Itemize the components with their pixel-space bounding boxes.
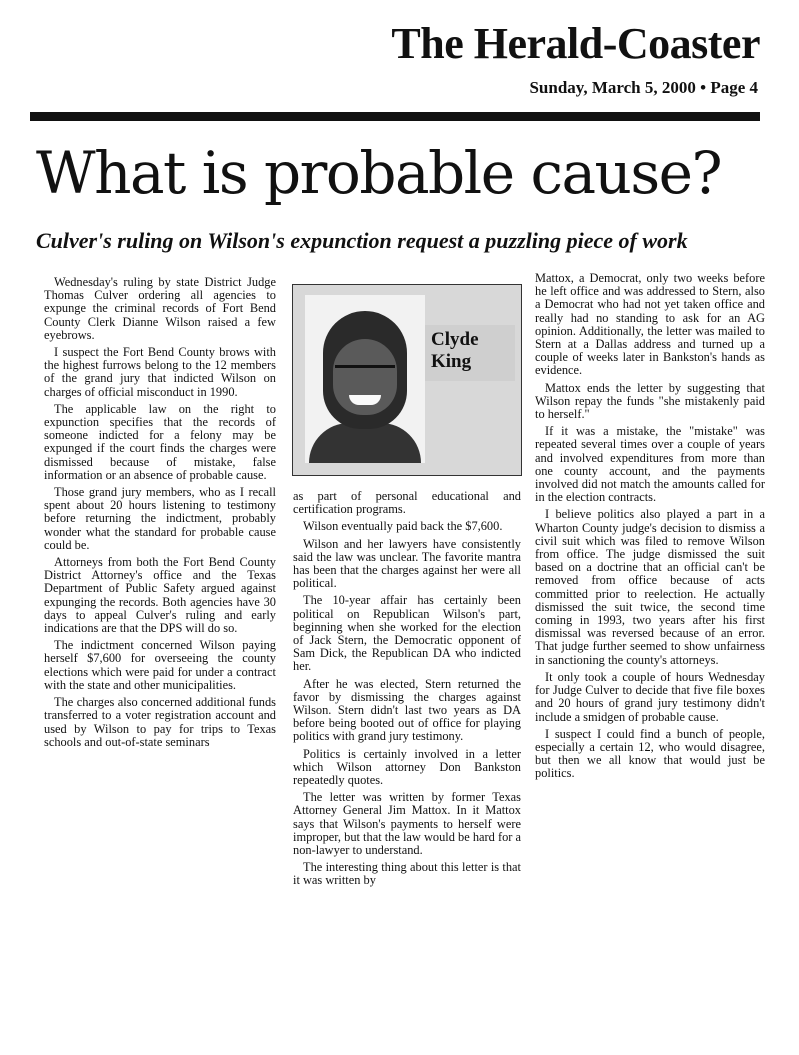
columnist-photo <box>292 284 522 476</box>
paragraph: The applicable law on the right to expunction specifies that the records of someone indicted for a felony may be expunged if the court finds the charges were dismissed because of mistake, false information or an absence of probable cause. <box>44 401 276 482</box>
dateline: Sunday, March 5, 2000 • Page 4 <box>529 78 758 97</box>
article-column-3 <box>535 272 765 785</box>
columnist-name: Clyde King <box>425 325 515 381</box>
paragraph: The charges also concerned additional funds transferred to a voter registration account and used by Wilson to pay for trips to Texas schools and out-of-state seminars <box>44 695 276 749</box>
portrait-smile <box>349 395 381 405</box>
newspaper-masthead: The Herald-Coaster <box>391 19 760 68</box>
paragraph: Wilson eventually paid back the $7,600. <box>303 519 503 534</box>
paragraph: The letter was written by former Texas Attorney General Jim Mattox. In it Mattox says that Wilson's payments to herself were improper, but that the law would be hard for a non-lawyer to understand. <box>293 790 521 858</box>
article-headline: What is probable cause? <box>36 139 722 207</box>
paragraph: The interesting thing about this letter is that it was written by <box>293 860 521 888</box>
paragraph: Attorneys from both the Fort Bend County District Attorney's office and the Texas Department of Public Safety argued against expunging the records. Both agencies have 30 days to appeal Culver's ruling and early indications are that the DPS will do so. <box>44 555 276 636</box>
portrait-glasses <box>335 365 395 380</box>
paragraph: I suspect I could find a bunch of people, especially a certain 12, who would disagree, but then we all know that would just be politics. <box>535 726 765 781</box>
paragraph: as part of personal educational and certification programs. <box>293 489 521 517</box>
paragraph: Wednesday's ruling by state District Judge Thomas Culver ordering all agencies to expunge the criminal records of Fort Bend County Clerk Dianne Wilson raised a few eyebrows. <box>44 275 276 342</box>
paragraph: Mattox, a Democrat, only two weeks before he left office and was addressed to Stern, also a Democrat who had not yet taken office and really had no standing to ask for an AG opinion. Additionally, the letter was mailed to Stern at a Dallas address and turned up a couple of weeks later in Bankston's hands as evidence. <box>535 271 765 378</box>
paragraph: I suspect the Fort Bend County brows with the highest furrows belong to the 12 members of the grand jury that indicted Wilson on charges of official misconduct in 1990. <box>44 345 276 399</box>
masthead-rule <box>30 112 760 121</box>
article-column-1 <box>44 276 276 753</box>
article-subhead: Culver's ruling on Wilson's expunction request a puzzling piece of work <box>36 228 688 253</box>
article-column-2 <box>293 490 521 892</box>
paragraph: Those grand jury members, who as I recall spent about 20 hours listening to testimony before returning the indictment, probably wonder what the standard for probable cause could be. <box>44 485 276 552</box>
paragraph: I believe politics also played a part in a Wharton County judge's decision to dismiss a civil suit which was filed to remove Wilson from office. The judge dismissed the suit based on a doctrine that an official can't be removed from office because of acts committed prior to reelection. He actually dismissed the suit twice, the second time coming in 1993, two years after his first dismissal was reversed because of an error. That judge further seemed to show unfairness in sanctioning the county's attorneys. <box>535 507 765 667</box>
paragraph: If it was a mistake, the "mistake" was repeated several times over a couple of years and involved expenditures from more than one county account, and the payments involved did not match the amounts called for in the election contracts. <box>535 424 765 505</box>
paragraph: After he was elected, Stern returned the favor by dismissing the charges against Wilson. Stern didn't last two years as DA before being booted out of office for playing politics with grand jury testimony. <box>293 676 521 744</box>
paragraph: Wilson and her lawyers have consistently said the law was unclear. The favorite mantra has been that the charges against her were all political. <box>293 536 521 591</box>
columnist-portrait <box>305 295 425 463</box>
paragraph: It only took a couple of hours Wednesday for Judge Culver to decide that five file boxes and 20 hours of grand jury testimony didn't include a smidgen of probable cause. <box>535 669 765 724</box>
paragraph: Politics is certainly involved in a letter which Wilson attorney Don Bankston repeatedly quotes. <box>293 746 521 788</box>
paragraph: Mattox ends the letter by suggesting that Wilson repay the funds "she mistakenly paid to herself." <box>535 380 765 422</box>
paragraph: The indictment concerned Wilson paying herself $7,600 for overseeing the county elections which were paid for under a contract with the state and other municipalities. <box>44 638 276 692</box>
paragraph: The 10-year affair has certainly been political on Republican Wilson's part, beginning when she worked for the election of Jack Stern, the Democratic opponent of Sam Dick, the Republican DA who indicted her. <box>293 593 521 674</box>
portrait-shoulders <box>309 423 421 463</box>
